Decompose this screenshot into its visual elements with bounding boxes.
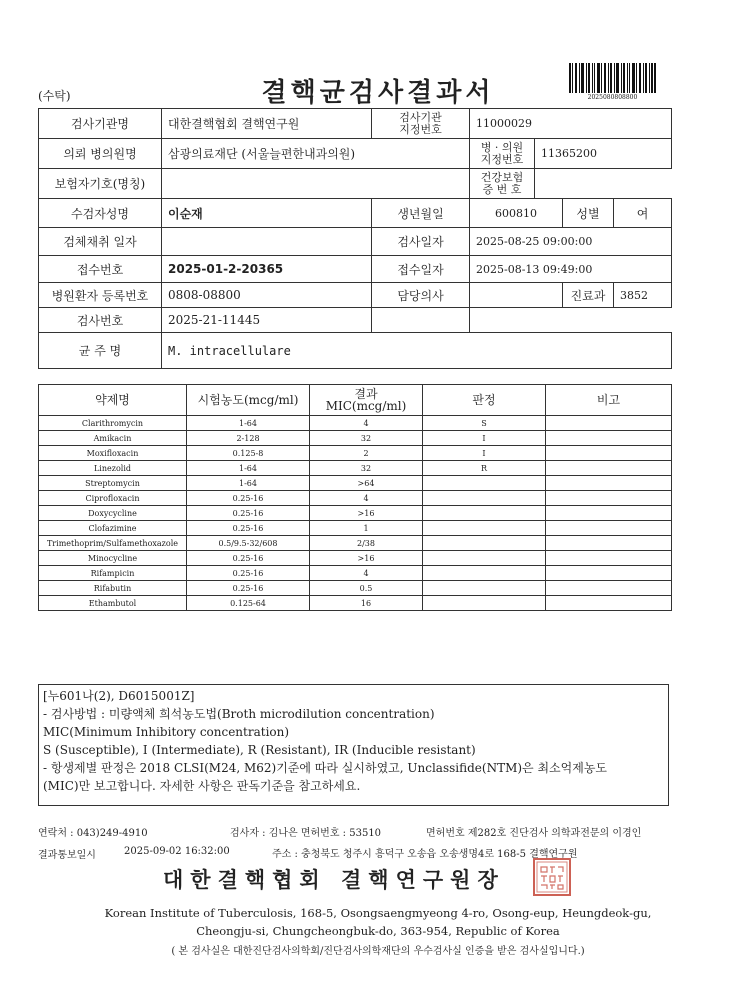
address-english-line2: Cheongju-si, Chungcheongbuk-do, 363-954, Republic of Korea: [196, 924, 560, 938]
drug-row: [39, 581, 672, 596]
note-line: MIC(Minimum Inhibitory concentration): [43, 725, 290, 739]
barcode-image: [569, 63, 656, 93]
drug-name-cell: Ciprofloxacin: [39, 491, 187, 506]
mic-result-cell: 1: [310, 521, 423, 536]
notify-label: 결과통보일시: [38, 850, 96, 861]
interpretation-cell: [423, 536, 546, 551]
note-line: S (Susceptible), I (Intermediate), R (Resistant), IR (Inducible resistant): [43, 743, 476, 757]
mic-result-cell: 2: [310, 446, 423, 461]
organism-label: 균 주 명: [39, 333, 162, 369]
mic-result-cell: >64: [310, 476, 423, 491]
header-remarks: 비고: [546, 385, 672, 416]
address-korean: 주소 : 충청북도 청주시 흥덕구 오송읍 오송생명4로 168-5 결핵연구원: [272, 849, 578, 860]
drug-row: [39, 446, 672, 461]
drug-row: [39, 416, 672, 431]
test-concentration-cell: 1-64: [187, 461, 310, 476]
official-seal-stamp: [533, 858, 571, 896]
drug-name-cell: Linezolid: [39, 461, 187, 476]
mic-result-cell: 16: [310, 596, 423, 611]
department-value: 3852: [614, 283, 672, 308]
drug-row: [39, 491, 672, 506]
insurer-value: [162, 169, 470, 199]
mic-result-cell: 0.5: [310, 581, 423, 596]
test-concentration-cell: 2-128: [187, 431, 310, 446]
drug-name-cell: Minocycline: [39, 551, 187, 566]
test-date-label: 검사일자: [372, 228, 470, 256]
drug-row: [39, 431, 672, 446]
note-line: [누601나(2), D6015001Z]: [43, 689, 195, 703]
examiner-info: 검사자 : 김나은 면허번호 : 53510: [230, 828, 382, 839]
interpretation-cell: R: [423, 461, 546, 476]
test-concentration-cell: 0.25-16: [187, 506, 310, 521]
interpretation-cell: [423, 506, 546, 521]
patient-label: 수검자성명: [39, 199, 162, 228]
header-drug-name: 약제명: [39, 385, 187, 416]
lab-value: 대한결핵협회 결핵연구원: [162, 109, 372, 139]
collection-date-label: 검체채취 일자: [39, 228, 162, 256]
interpretation-cell: [423, 521, 546, 536]
mic-result-cell: 4: [310, 491, 423, 506]
test-date-value: 2025-08-25 09:00:00: [470, 228, 672, 256]
remarks-cell: [546, 581, 672, 596]
birth-label: 생년월일: [372, 199, 470, 228]
test-concentration-cell: 1-64: [187, 476, 310, 491]
drug-name-cell: Clofazimine: [39, 521, 187, 536]
drug-name-cell: Clarithromycin: [39, 416, 187, 431]
drug-row: [39, 461, 672, 476]
header-mic-result: 결과 MIC(mcg/ml): [310, 385, 423, 416]
mic-result-cell: 4: [310, 566, 423, 581]
header-interpretation: 판정: [423, 385, 546, 416]
receipt-date-label: 접수일자: [372, 256, 470, 283]
test-concentration-cell: 1-64: [187, 416, 310, 431]
remarks-cell: [546, 566, 672, 581]
drug-name-cell: Rifabutin: [39, 581, 187, 596]
blank-cell: [470, 308, 672, 333]
receipt-date-value: 2025-08-13 09:49:00: [470, 256, 672, 283]
birth-value: 600810: [470, 199, 563, 228]
drug-row: [39, 521, 672, 536]
drug-row: [39, 536, 672, 551]
mic-result-cell: 2/38: [310, 536, 423, 551]
receipt-label: (수탁): [38, 89, 71, 103]
hospital-registration-label: 병원환자 등록번호: [39, 283, 162, 308]
drug-name-cell: Rifampicin: [39, 566, 187, 581]
clinic-code-value: 11365200: [535, 139, 672, 169]
receipt-number-value: 2025-01-2-20365: [162, 256, 372, 283]
lab-label: 검사기관명: [39, 109, 162, 139]
remarks-cell: [546, 446, 672, 461]
client-value: 삼광의료재단 (서울늘편한내과의원): [162, 139, 470, 169]
remarks-cell: [546, 596, 672, 611]
drug-row: [39, 551, 672, 566]
mic-result-cell: 4: [310, 416, 423, 431]
drug-name-cell: Ethambutol: [39, 596, 187, 611]
lab-code-value: 11000029: [470, 109, 672, 139]
remarks-cell: [546, 431, 672, 446]
drug-name-cell: Moxifloxacin: [39, 446, 187, 461]
organization-name: 대한결핵협회 결핵연구원장: [163, 868, 505, 892]
test-concentration-cell: 0.25-16: [187, 521, 310, 536]
patient-name: 이순재: [162, 199, 372, 228]
lab-code-label: 검사기관 지정번호: [372, 109, 470, 139]
health-insurance-label: 건강보험 증 번 호: [470, 169, 535, 199]
info-table: [38, 108, 672, 369]
remarks-cell: [546, 476, 672, 491]
specialist-info: 면허번호 제282호 진단검사 의학과전문의 이경인: [426, 828, 642, 839]
drug-row: [39, 476, 672, 491]
doctor-label: 담당의사: [372, 283, 470, 308]
interpretation-cell: S: [423, 416, 546, 431]
interpretation-cell: [423, 566, 546, 581]
interpretation-cell: [423, 491, 546, 506]
interpretation-cell: [423, 551, 546, 566]
department-label: 진료과: [563, 283, 614, 308]
insurer-label: 보험자기호(명칭): [39, 169, 162, 199]
certification-note: ( 본 검사실은 대한진단검사의학회/진단검사의학재단의 우수검사실 인증을 받은 검사실입니다.): [171, 946, 585, 957]
test-concentration-cell: 0.125-64: [187, 596, 310, 611]
interpretation-cell: [423, 596, 546, 611]
test-concentration-cell: 0.25-16: [187, 566, 310, 581]
drug-name-cell: Doxycycline: [39, 506, 187, 521]
remarks-cell: [546, 551, 672, 566]
drug-name-cell: Amikacin: [39, 431, 187, 446]
mic-result-cell: >16: [310, 506, 423, 521]
collection-date-value: [162, 228, 372, 256]
note-line: - 검사방법 : 미량액체 희석농도법(Broth microdilution concentration): [43, 707, 435, 721]
drug-name-cell: Streptomycin: [39, 476, 187, 491]
mic-result-cell: 32: [310, 431, 423, 446]
header-test-concentration: 시험농도(mcg/ml): [187, 385, 310, 416]
sex-value: 여: [614, 199, 672, 228]
interpretation-cell: [423, 476, 546, 491]
test-concentration-cell: 0.5/9.5-32/608: [187, 536, 310, 551]
test-concentration-cell: 0.125-8: [187, 446, 310, 461]
remarks-cell: [546, 521, 672, 536]
barcode-number: 2025080808800: [587, 94, 638, 101]
receipt-number-label: 접수번호: [39, 256, 162, 283]
test-concentration-cell: 0.25-16: [187, 491, 310, 506]
mic-result-cell: 32: [310, 461, 423, 476]
test-number-value: 2025-21-11445: [162, 308, 372, 333]
test-concentration-cell: 0.25-16: [187, 551, 310, 566]
test-concentration-cell: 0.25-16: [187, 581, 310, 596]
remarks-cell: [546, 461, 672, 476]
address-english-line1: Korean Institute of Tuberculosis, 168-5, Osongsaengmyeong 4-ro, Osong-eup, Heungdeok-gu,: [104, 906, 652, 920]
note-line: - 항생제별 판정은 2018 CLSI(M24, M62)기준에 따라 실시하였고, Unclassifide(NTM)은 최소억제농도: [43, 761, 608, 775]
contact-info: 연락처 : 043)249-4910: [38, 828, 148, 839]
organism-value: M. intracellulare: [162, 333, 672, 369]
hospital-registration-value: 0808-08800: [162, 283, 372, 308]
remarks-cell: [546, 416, 672, 431]
remarks-cell: [546, 536, 672, 551]
remarks-cell: [546, 491, 672, 506]
blank-cell: [372, 308, 470, 333]
drug-susceptibility-table: [38, 384, 672, 611]
drug-row: [39, 566, 672, 581]
interpretation-cell: [423, 581, 546, 596]
interpretation-cell: I: [423, 431, 546, 446]
document-title: 결핵균검사결과서: [261, 78, 495, 108]
drug-name-cell: Trimethoprim/Sulfamethoxazole: [39, 536, 187, 551]
clinic-code-label: 병 · 의원 지정번호: [470, 139, 535, 169]
doctor-value: [470, 283, 563, 308]
interpretation-cell: I: [423, 446, 546, 461]
note-line: (MIC)만 보고합니다. 자세한 사항은 판독기준을 참고하세요.: [43, 779, 361, 793]
remarks-cell: [546, 506, 672, 521]
sex-label: 성별: [563, 199, 614, 228]
mic-result-cell: >16: [310, 551, 423, 566]
drug-row: [39, 596, 672, 611]
notes-box: [38, 684, 669, 806]
drug-row: [39, 506, 672, 521]
notify-datetime: 2025-09-02 16:32:00: [124, 846, 230, 857]
test-number-label: 검사번호: [39, 308, 162, 333]
client-label: 의뢰 병의원명: [39, 139, 162, 169]
health-insurance-value: [535, 169, 672, 199]
